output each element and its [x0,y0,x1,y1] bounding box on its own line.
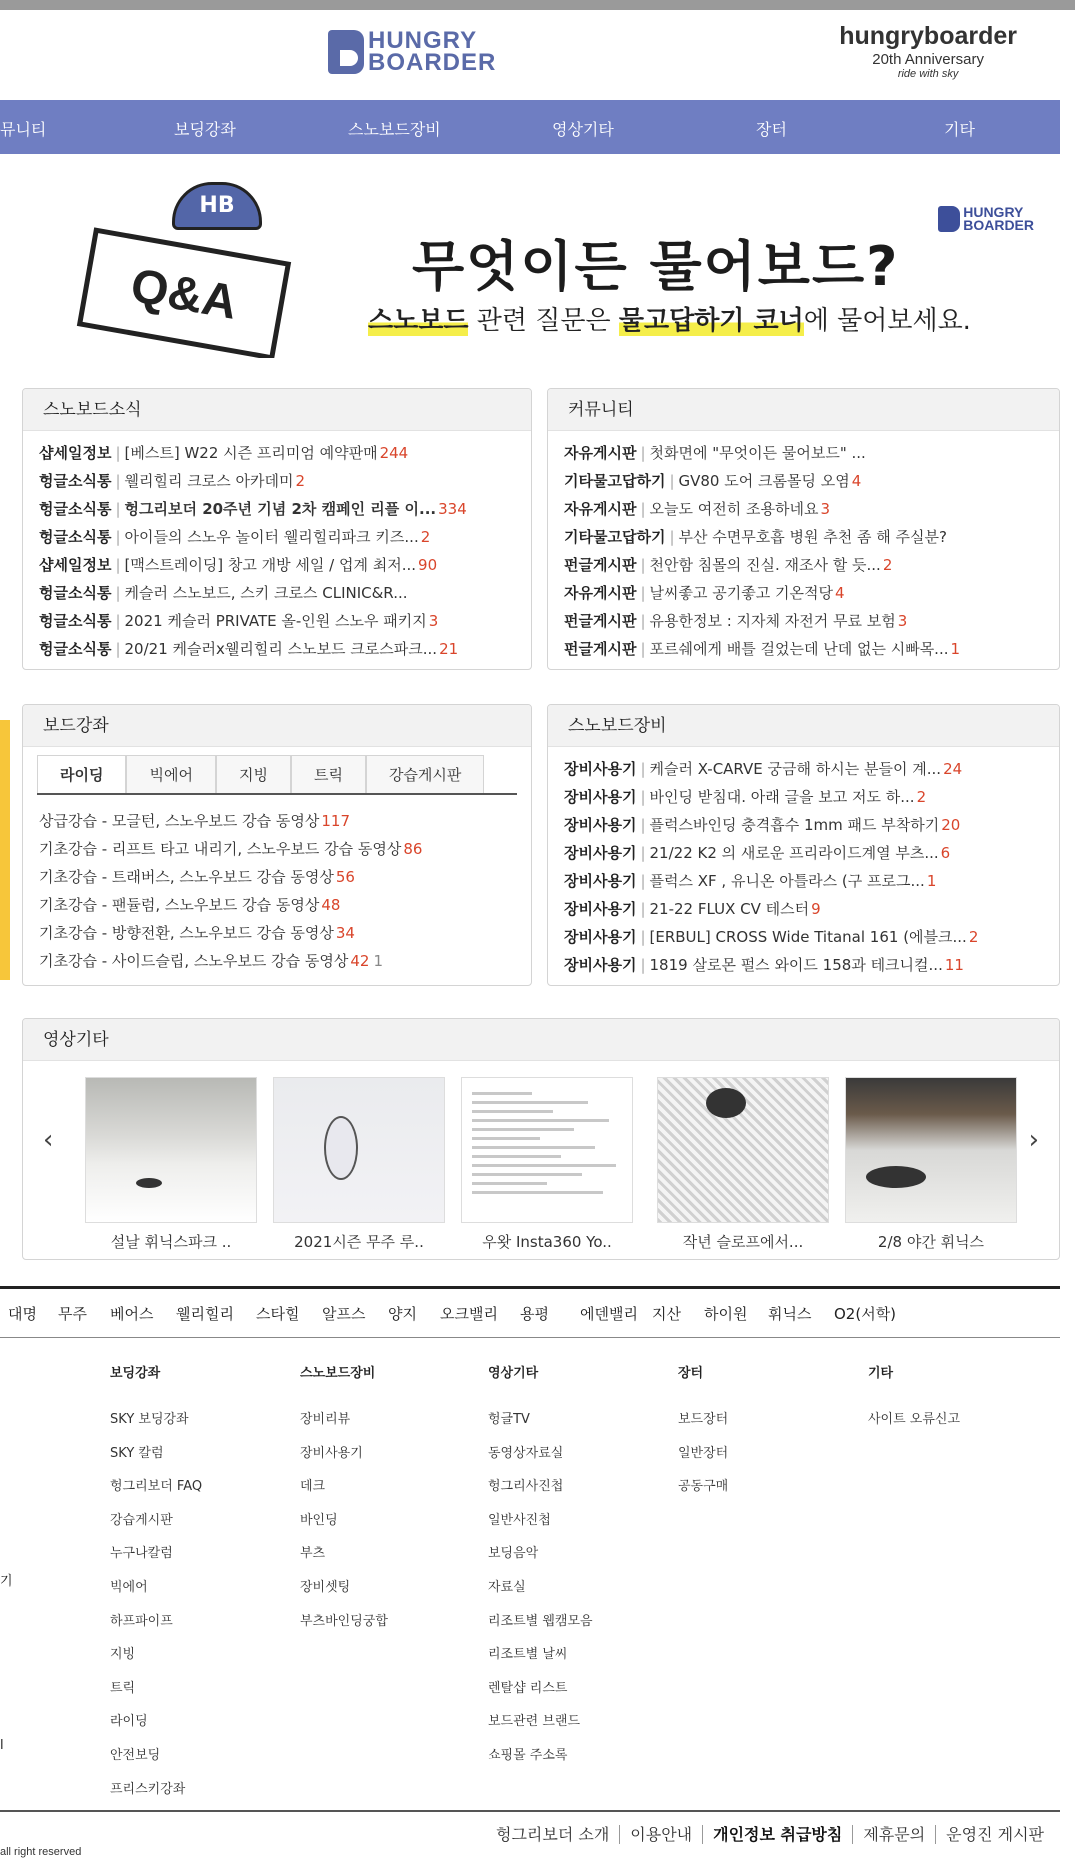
list-item-title[interactable]: 케슬러 X-CARVE 궁금해 하시는 분들이 계... [649,760,942,778]
resort-link[interactable]: 하이원 [704,1305,748,1323]
list-item-category[interactable]: 헝글소식통 [39,612,112,630]
sitemap-column [868,1362,960,1437]
nav-item-market[interactable]: 장터 [756,120,787,139]
logo-line2: BOARDER [368,49,497,76]
tab-lesson-1[interactable]: 빅에어 [126,755,215,793]
anniversary-badge [839,22,1017,80]
list-separator: | [669,472,675,490]
list-item-title[interactable]: 21-22 FLUX CV 테스터 [649,900,810,918]
video-caption[interactable]: 작년 슬로프에서... [682,1233,804,1251]
list-item[interactable] [564,523,1043,551]
top-bar [0,0,1075,10]
list-item-category[interactable]: 샵세일정보 [39,444,112,462]
carousel-next-icon[interactable]: › [1028,1125,1039,1155]
list-item-title[interactable]: 날씨좋고 공기좋고 기온적당 [649,584,833,602]
list-separator: | [640,900,646,918]
sitemap-link[interactable]: 보드관련 브랜드 [488,1714,581,1730]
list-item[interactable] [39,919,515,947]
list-item-title[interactable]: 2021 케슬러 PRIVATE 올-인원 스노우 패키지 [124,612,427,630]
list-item-title[interactable]: 오늘도 여전히 조용하네요 [649,500,819,518]
video-caption[interactable]: 설날 휘닉스파크 .. [110,1233,232,1251]
banner-sub-mid: 관련 질문은 [468,306,619,336]
sitemap-left-fragment-1: 기 [0,1574,13,1589]
comment-count: 2 [882,556,893,574]
sitemap-link[interactable]: 자료실 [488,1579,526,1595]
sitemap-column [110,1362,202,1806]
comment-count: 21 [439,640,459,658]
list-separator: | [640,872,646,890]
list-separator: | [115,612,121,630]
sitemap-link[interactable]: 리조트별 날씨 [488,1647,568,1663]
list-item-category[interactable]: 샵세일정보 [39,556,112,574]
sitemap [0,1340,1060,1797]
comment-count: 1 [950,640,961,658]
video-thumb[interactable] [273,1077,445,1252]
community-box [547,388,1060,670]
qa-sign [77,227,291,358]
sitemap-link[interactable]: 공동구매 [678,1479,729,1495]
extra-count: 1 [373,952,383,970]
yeti-mascot-icon [84,182,344,352]
list-separator: | [640,788,646,806]
list-item-title[interactable]: 기초강습 - 트래버스, 스노우보드 강습 동영상 [39,868,334,886]
list-item-category[interactable]: 장비사용기 [564,900,637,918]
list-item-title[interactable]: 20/21 케슬러x웰리힐리 스노보드 크로스파크... [124,640,438,658]
sitemap-link[interactable]: SKY 보딩강좌 [110,1412,189,1427]
list-item-category[interactable]: 장비사용기 [564,956,637,974]
list-item[interactable] [564,607,1043,635]
sitemap-link[interactable]: 프리스키강좌 [110,1781,186,1797]
list-item[interactable] [39,607,515,635]
comment-count: 90 [418,556,438,574]
list-item-category[interactable]: 펀글게시판 [564,612,637,630]
list-item[interactable] [564,439,1043,467]
list-item-title[interactable]: [맥스트레이딩] 창고 개방 세일 / 업계 최저... [124,556,417,574]
sitemap-link[interactable]: 바인딩 [300,1512,338,1528]
comment-count: 42 [350,952,370,970]
banner-logo [938,206,1034,232]
main-nav [0,100,1060,154]
banner-sub-end: 에 물어보세요. [803,306,971,336]
resort-link[interactable]: O2(서학) [834,1305,897,1323]
banner-logo-mark-icon [938,206,960,232]
video-thumbnail-image[interactable] [273,1077,445,1223]
list-item-title[interactable]: 플럭스바인딩 충격흡수 1mm 패드 부착하기 [649,816,940,834]
resort-link[interactable]: 무주 [58,1305,87,1323]
sitemap-column-head[interactable]: 기타 [868,1366,894,1381]
sitemap-link[interactable]: 누구나칼럼 [110,1546,173,1562]
comment-count: 334 [438,500,467,518]
comment-count: 3 [820,500,830,518]
rider-figure [866,1166,926,1188]
sitemap-column [488,1362,593,1773]
sitemap-link[interactable]: 트릭 [110,1680,136,1696]
video-thumbnail-image[interactable] [461,1077,633,1223]
nav-item-community[interactable]: 뮤니티 [0,120,47,139]
sitemap-link[interactable]: 빅에어 [110,1579,148,1595]
resort-link[interactable]: 양지 [388,1305,417,1323]
list-separator: | [640,928,646,946]
mascot-cap: HB [172,182,262,230]
tab-lesson-3[interactable]: 트릭 [291,755,366,793]
list-item[interactable] [39,523,515,551]
sitemap-link[interactable]: 사이트 오류신고 [868,1412,961,1427]
list-item[interactable] [564,811,1043,839]
list-item-category[interactable]: 기타물고답하기 [564,472,666,490]
list-item-title[interactable]: 첫화면에 "무엇이든 물어보드" ... [649,444,866,462]
videos-box [22,1018,1060,1260]
sitemap-link[interactable]: 렌탈샵 리스트 [488,1680,568,1696]
list-item-category[interactable]: 펀글게시판 [564,640,637,658]
doc-lines [472,1092,622,1200]
banner-title: 무엇이든 물어보드? [412,235,900,298]
logo-mark-icon [328,30,364,74]
resort-link[interactable]: 용평 [520,1305,549,1323]
rider-figure [326,1118,356,1178]
footer-links [486,1822,1054,1845]
list-item[interactable] [564,551,1043,579]
footer-link[interactable]: 운영진 게시판 [935,1825,1054,1844]
nav-item-etc[interactable]: 기타 [944,120,975,139]
left-edge-banner [0,720,10,980]
comment-count: 4 [851,472,862,490]
footer-link[interactable]: 개인정보 취급방침 [702,1825,852,1844]
comment-count: 3 [428,612,439,630]
sitemap-link[interactable]: 헝글TV [488,1412,530,1427]
comment-count: 6 [940,844,951,862]
list-item-title[interactable]: 상급강습 - 모글턴, 스노우보드 강습 동영상 [39,812,320,830]
list-item-title[interactable]: 기초강습 - 사이드슬립, 스노우보드 강습 동영상 [39,952,349,970]
comment-count: 20 [941,816,961,834]
sitemap-column-head[interactable]: 영상기타 [488,1366,539,1381]
list-item[interactable] [39,807,515,835]
sitemap-link[interactable]: 강습게시판 [110,1512,173,1528]
footer-link[interactable]: 이용안내 [619,1825,702,1844]
logo-line1: HUNGRY [368,27,478,54]
list-item[interactable] [39,467,515,495]
comment-count: 2 [916,788,927,806]
comment-count: 9 [811,900,821,918]
list-separator: | [640,760,646,778]
logo-text [368,27,497,76]
tab-lesson-2[interactable]: 지빙 [216,755,291,793]
list-separator: | [640,956,646,974]
list-item-title[interactable]: 헝그리보더 20주년 기념 2차 캠페인 리플 이... [124,500,437,518]
banner-logo-line1: HUNGRY [963,204,1024,220]
list-item-title[interactable]: 포르쉐에게 배틀 걸었는데 난데 없는 시빠목... [649,640,949,658]
comment-count: 4 [834,584,845,602]
list-item-title[interactable]: 바인딩 받침대. 아래 글을 보고 저도 하... [649,788,915,806]
list-item-title[interactable]: 부산 수면무호흡 병원 추천 좀 해 주실분? [678,528,947,546]
list-item-category[interactable]: 장비사용기 [564,816,637,834]
list-item[interactable] [564,951,1043,979]
snowboard-news-list [23,431,531,663]
list-item[interactable] [564,755,1043,783]
sitemap-link[interactable]: 안전보딩 [110,1747,161,1763]
comment-count: 34 [335,924,355,942]
list-separator: | [640,584,646,602]
list-item-title[interactable]: 21/22 K2 의 새로운 프리라이드계열 부츠... [649,844,939,862]
list-separator: | [669,528,675,546]
list-separator: | [115,444,121,462]
sitemap-link[interactable]: 장비셋팅 [300,1579,351,1595]
list-item[interactable] [564,923,1043,951]
sitemap-link[interactable]: 데크 [300,1479,326,1495]
list-item[interactable] [39,579,515,607]
list-item-title[interactable]: 기초강습 - 리프트 타고 내리기, 스노우보드 강습 동영상 [39,840,402,858]
tab-lesson-0[interactable]: 라이딩 [37,755,126,793]
lessons-box [22,704,532,986]
sitemap-link[interactable]: 리조트별 웹캠모음 [488,1613,593,1629]
list-item-title[interactable]: 플럭스 XF , 유니온 아틀라스 (구 프로그... [649,872,925,890]
banner-subtitle [368,300,971,337]
tab-lesson-4[interactable]: 강습게시판 [366,755,484,793]
list-separator: | [640,640,646,658]
comment-count: 2 [420,528,431,546]
list-item-category[interactable]: 장비사용기 [564,928,637,946]
banner-logo-text [963,206,1034,232]
comment-count: 48 [321,896,341,914]
sitemap-link[interactable]: 일반장터 [678,1445,729,1461]
sitemap-link[interactable]: 장비리뷰 [300,1412,351,1427]
sitemap-link[interactable]: 동영상자료실 [488,1445,564,1461]
carousel-prev-icon[interactable]: ‹ [43,1125,54,1155]
sitemap-column-head[interactable]: 장터 [678,1366,704,1381]
list-item[interactable] [39,947,515,975]
sitemap-left-fragment-2: l [0,1738,4,1753]
comment-count: 56 [335,868,355,886]
list-item-category[interactable]: 펀글게시판 [564,556,637,574]
video-thumb[interactable] [85,1077,257,1252]
list-item[interactable] [39,891,515,919]
qa-sign-label: Q&A [126,258,242,330]
list-item[interactable] [39,835,515,863]
resort-link[interactable]: 알프스 [322,1305,366,1323]
resort-link[interactable]: 베어스 [110,1305,154,1323]
resort-link[interactable]: 대명 [8,1305,37,1323]
list-separator: | [115,500,121,518]
list-item-category[interactable]: 자유게시판 [564,444,637,462]
list-item[interactable] [39,551,515,579]
resort-link[interactable]: 웰리힐리 [176,1305,234,1323]
banner-highlight-1: 스노보드 [368,306,469,336]
list-separator: | [115,584,121,602]
equipment-list [548,747,1059,979]
list-item-category[interactable]: 헝글소식통 [39,528,112,546]
comment-count: 3 [897,612,908,630]
list-separator: | [115,556,121,574]
list-item-category[interactable]: 자유게시판 [564,500,637,518]
list-item-title[interactable]: 천안함 침몰의 진실. 재조사 할 듯... [649,556,881,574]
list-item[interactable] [564,895,1043,923]
banner-logo-line2: BOARDER [963,217,1034,233]
video-thumb[interactable] [845,1077,1017,1252]
lessons-title[interactable]: 보드강좌 [23,705,531,747]
video-thumb[interactable] [657,1077,829,1252]
banner-highlight-2: 물고답하기 코너 [618,306,804,336]
video-caption[interactable]: 2021시즌 무주 루.. [294,1233,424,1251]
list-item-title[interactable]: 기초강습 - 방향전환, 스노우보드 강습 동영상 [39,924,334,942]
list-item-title[interactable]: 1819 살로몬 펄스 와이드 158과 테크니컬... [649,956,943,974]
equipment-box [547,704,1060,986]
sitemap-link[interactable]: 헝그리보더 FAQ [110,1479,203,1495]
list-item-title[interactable]: [ERBUL] CROSS Wide Titanal 161 (에블크... [649,928,967,946]
comment-count: 117 [321,812,350,830]
sitemap-link[interactable]: 헝그리사진첩 [488,1479,564,1495]
list-item-category[interactable]: 헝글소식통 [39,640,112,658]
resort-bar [0,1286,1060,1338]
list-item-category[interactable]: 자유게시판 [564,584,637,602]
sitemap-link[interactable]: 일반사진첩 [488,1512,551,1528]
snowboard-news-box [22,388,532,670]
nav-item-lessons[interactable]: 보딩강좌 [174,120,236,139]
sitemap-column-head[interactable]: 보딩강좌 [110,1366,161,1381]
list-item-title[interactable]: 기초강습 - 팬듈럼, 스노우보드 강습 동영상 [39,896,320,914]
sitemap-link[interactable]: SKY 칼럼 [110,1445,164,1461]
video-thumbnail-image[interactable] [85,1077,257,1223]
sitemap-link[interactable]: 부츠바인딩궁합 [300,1613,388,1629]
equipment-title[interactable]: 스노보드장비 [548,705,1059,747]
footer-link[interactable]: 제휴문의 [852,1825,935,1844]
sitemap-link[interactable]: 장비사용기 [300,1445,363,1461]
resort-link[interactable]: 에덴밸리 [580,1305,638,1323]
footer-link[interactable]: 헝그리보더 소개 [496,1825,610,1844]
list-item-title[interactable]: 아이들의 스노우 놀이터 웰리힐리파크 키즈... [124,528,419,546]
sitemap-link[interactable]: 지빙 [110,1647,136,1663]
list-item[interactable] [564,579,1043,607]
videos-title[interactable]: 영상기타 [23,1019,1059,1061]
list-item-title[interactable]: 케슬러 스노보드, 스키 크로스 CLINIC&R... [124,584,408,602]
sitemap-link[interactable]: 라이딩 [110,1714,148,1730]
anniversary-sub: 20th Anniversary [872,51,984,68]
video-thumbnail-image[interactable] [657,1077,829,1223]
list-item[interactable] [564,783,1043,811]
list-item-category[interactable]: 장비사용기 [564,760,637,778]
list-item[interactable] [39,439,515,467]
site-footer [0,1810,1060,1866]
sitemap-link[interactable]: 보딩음악 [488,1546,539,1562]
comment-count: 24 [943,760,963,778]
comment-count: 86 [403,840,423,858]
site-header [0,10,1075,100]
list-separator: | [640,816,646,834]
list-item-category[interactable]: 헝글소식통 [39,500,112,518]
comment-count: 2 [968,928,979,946]
list-item[interactable] [564,839,1043,867]
list-item[interactable] [564,467,1043,495]
rider-figure [706,1088,746,1118]
snowboard-news-title[interactable]: 스노보드소식 [23,389,531,431]
copyright: all right reserved [0,1846,82,1858]
rider-figure [136,1178,162,1188]
sitemap-link[interactable]: 하프파이프 [110,1613,173,1629]
anniversary-tagline: ride with sky [897,68,959,80]
video-caption[interactable]: 우왓 Insta360 Yo.. [482,1233,612,1251]
comment-count: 2 [295,472,305,490]
list-separator: | [640,612,646,630]
list-item[interactable] [39,495,515,523]
comment-count: 11 [944,956,964,974]
list-item[interactable] [564,867,1043,895]
list-item-category[interactable]: 기타물고답하기 [564,528,666,546]
community-list [548,431,1059,663]
community-title[interactable]: 커뮤니티 [548,389,1059,431]
lessons-list [23,795,531,975]
resort-link[interactable]: 오크밸리 [440,1305,498,1323]
sitemap-link[interactable]: 쇼핑몰 주소록 [488,1747,568,1763]
sitemap-column [678,1362,728,1504]
list-item[interactable] [564,635,1043,663]
list-item[interactable] [39,635,515,663]
list-item-category[interactable]: 장비사용기 [564,844,637,862]
list-separator: | [640,556,646,574]
video-thumbnail-image[interactable] [845,1077,1017,1223]
anniversary-title: hungryboarder [839,22,1017,50]
list-item-category[interactable]: 헝글소식통 [39,472,112,490]
video-thumb[interactable] [461,1077,633,1252]
resort-link[interactable]: 스타힐 [256,1305,300,1323]
sitemap-link[interactable]: 보드장터 [678,1412,729,1427]
sitemap-column-head[interactable]: 스노보드장비 [300,1366,376,1381]
comment-count: 244 [379,444,409,462]
site-logo[interactable] [328,27,497,76]
list-item-category[interactable]: 헝글소식통 [39,584,112,602]
list-separator: | [640,844,646,862]
list-separator: | [115,640,121,658]
list-item-category[interactable]: 장비사용기 [564,788,637,806]
nav-item-videos[interactable]: 영상기타 [552,120,614,139]
list-item[interactable] [39,863,515,891]
list-separator: | [115,528,121,546]
nav-item-equipment[interactable]: 스노보드장비 [348,120,441,139]
list-separator: | [640,444,646,462]
video-carousel [23,1077,1059,1251]
qa-banner[interactable] [0,154,1060,358]
lessons-tabs [37,755,517,795]
list-item-title[interactable]: 유용한정보 : 지자체 자전거 무료 보험 [649,612,896,630]
list-separator: | [115,472,121,490]
video-caption[interactable]: 2/8 야간 휘닉스 [877,1233,985,1251]
list-item-title[interactable]: [베스트] W22 시즌 프리미엄 예약판매 [124,444,378,462]
list-item-category[interactable]: 장비사용기 [564,872,637,890]
list-separator: | [640,500,646,518]
list-item-title[interactable]: 웰리힐리 크로스 아카데미 [124,472,294,490]
list-item[interactable] [564,495,1043,523]
resort-link[interactable]: 휘닉스 [768,1305,812,1323]
sitemap-column [300,1362,388,1638]
list-item-title[interactable]: GV80 도어 크롬몰딩 오염 [678,472,850,490]
comment-count: 1 [926,872,937,890]
sitemap-link[interactable]: 부츠 [300,1546,326,1562]
resort-link[interactable]: 지산 [652,1305,681,1323]
